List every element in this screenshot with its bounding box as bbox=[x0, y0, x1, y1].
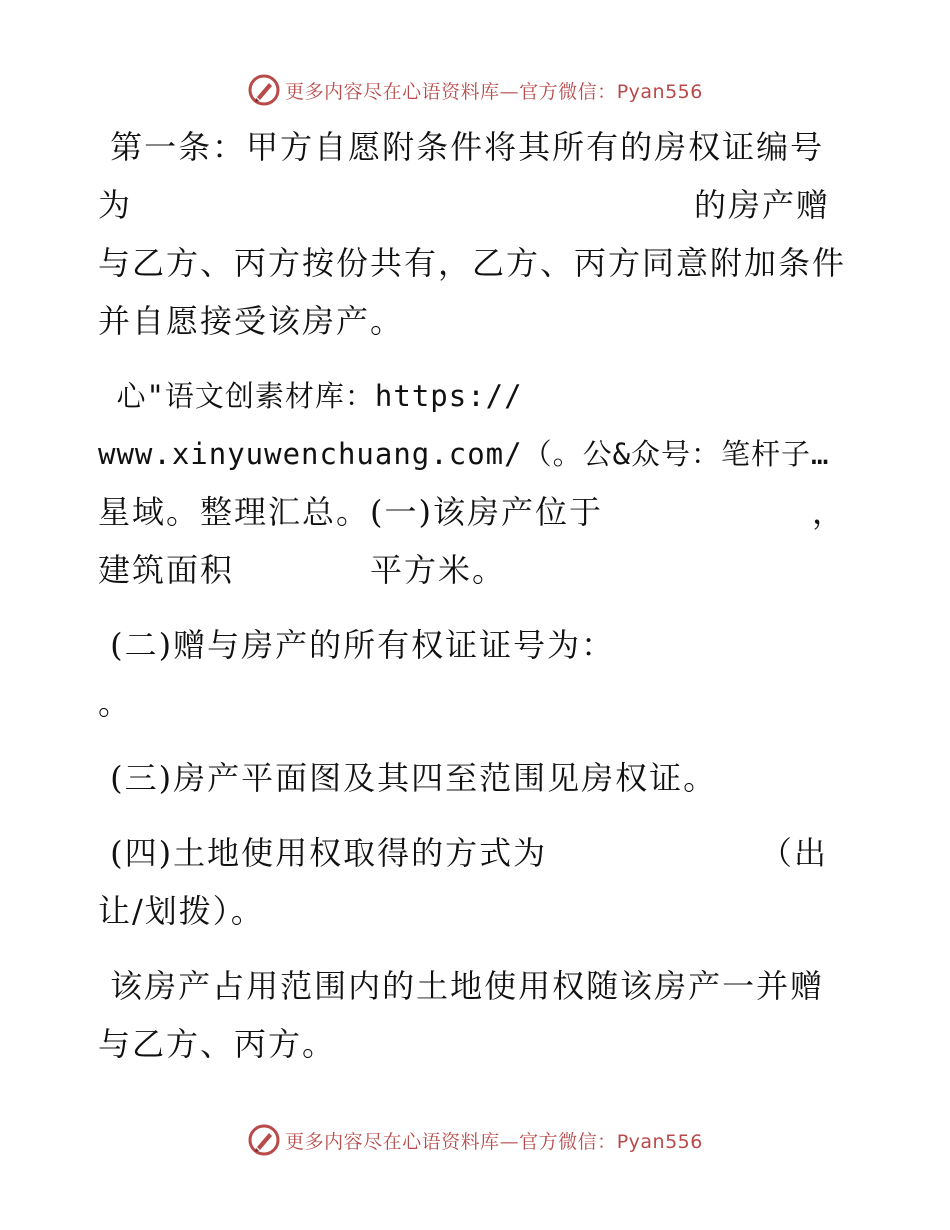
text-line: 的房产赠 bbox=[694, 186, 831, 224]
text-line: (二)赠与房产的所有权证证号为： bbox=[98, 626, 616, 664]
text-line: www.xinyuwenchuang.com/（。公&众号：笔杆子… bbox=[98, 437, 830, 471]
text-line: 心"语文创素材库：https:// bbox=[98, 379, 523, 413]
text-line: 平方米。 bbox=[370, 551, 507, 589]
text-line: 第一条：甲方自愿附条件将其所有的房权证编号 bbox=[98, 128, 825, 166]
header-brand-text: 更多内容尽在心语资料库 bbox=[285, 80, 500, 103]
text-line: （出 bbox=[760, 834, 829, 872]
header-separator: — bbox=[499, 80, 520, 103]
footer-wechat-label: 官方微信： bbox=[519, 1130, 617, 1153]
pen-logo-icon bbox=[247, 1123, 281, 1157]
text-line: 建筑面积 bbox=[98, 551, 235, 589]
text-line: 与乙方、丙方。 bbox=[98, 1025, 337, 1063]
text-line: 该房产占用范围内的土地使用权随该房产一并赠 bbox=[98, 967, 825, 1005]
text-line: (三)房产平面图及其四至范围见房权证。 bbox=[98, 759, 718, 797]
text-line: 为 bbox=[98, 186, 133, 224]
footer-brand-text: 更多内容尽在心语资料库 bbox=[285, 1130, 500, 1153]
text-line: 并自愿接受该房产。 bbox=[98, 302, 405, 340]
text-line: 。 bbox=[98, 684, 133, 722]
text-line: 与乙方、丙方按份共有，乙方、丙方同意附加条件 bbox=[98, 244, 847, 282]
footer-wechat-id: Pyan556 bbox=[616, 1130, 703, 1153]
header-wechat-id: Pyan556 bbox=[616, 80, 703, 103]
text-line: ， bbox=[812, 493, 847, 531]
text-line: 星域。整理汇总。(一)该房产位于 bbox=[98, 493, 603, 531]
text-line: (四)土地使用权取得的方式为 bbox=[98, 834, 548, 872]
pen-logo-icon bbox=[247, 73, 281, 107]
header-banner bbox=[0, 72, 950, 108]
text-line: 让/划拨）。 bbox=[98, 892, 265, 930]
header-wechat-label: 官方微信： bbox=[519, 80, 617, 103]
footer-separator: — bbox=[499, 1130, 520, 1153]
footer-banner bbox=[0, 1122, 950, 1158]
